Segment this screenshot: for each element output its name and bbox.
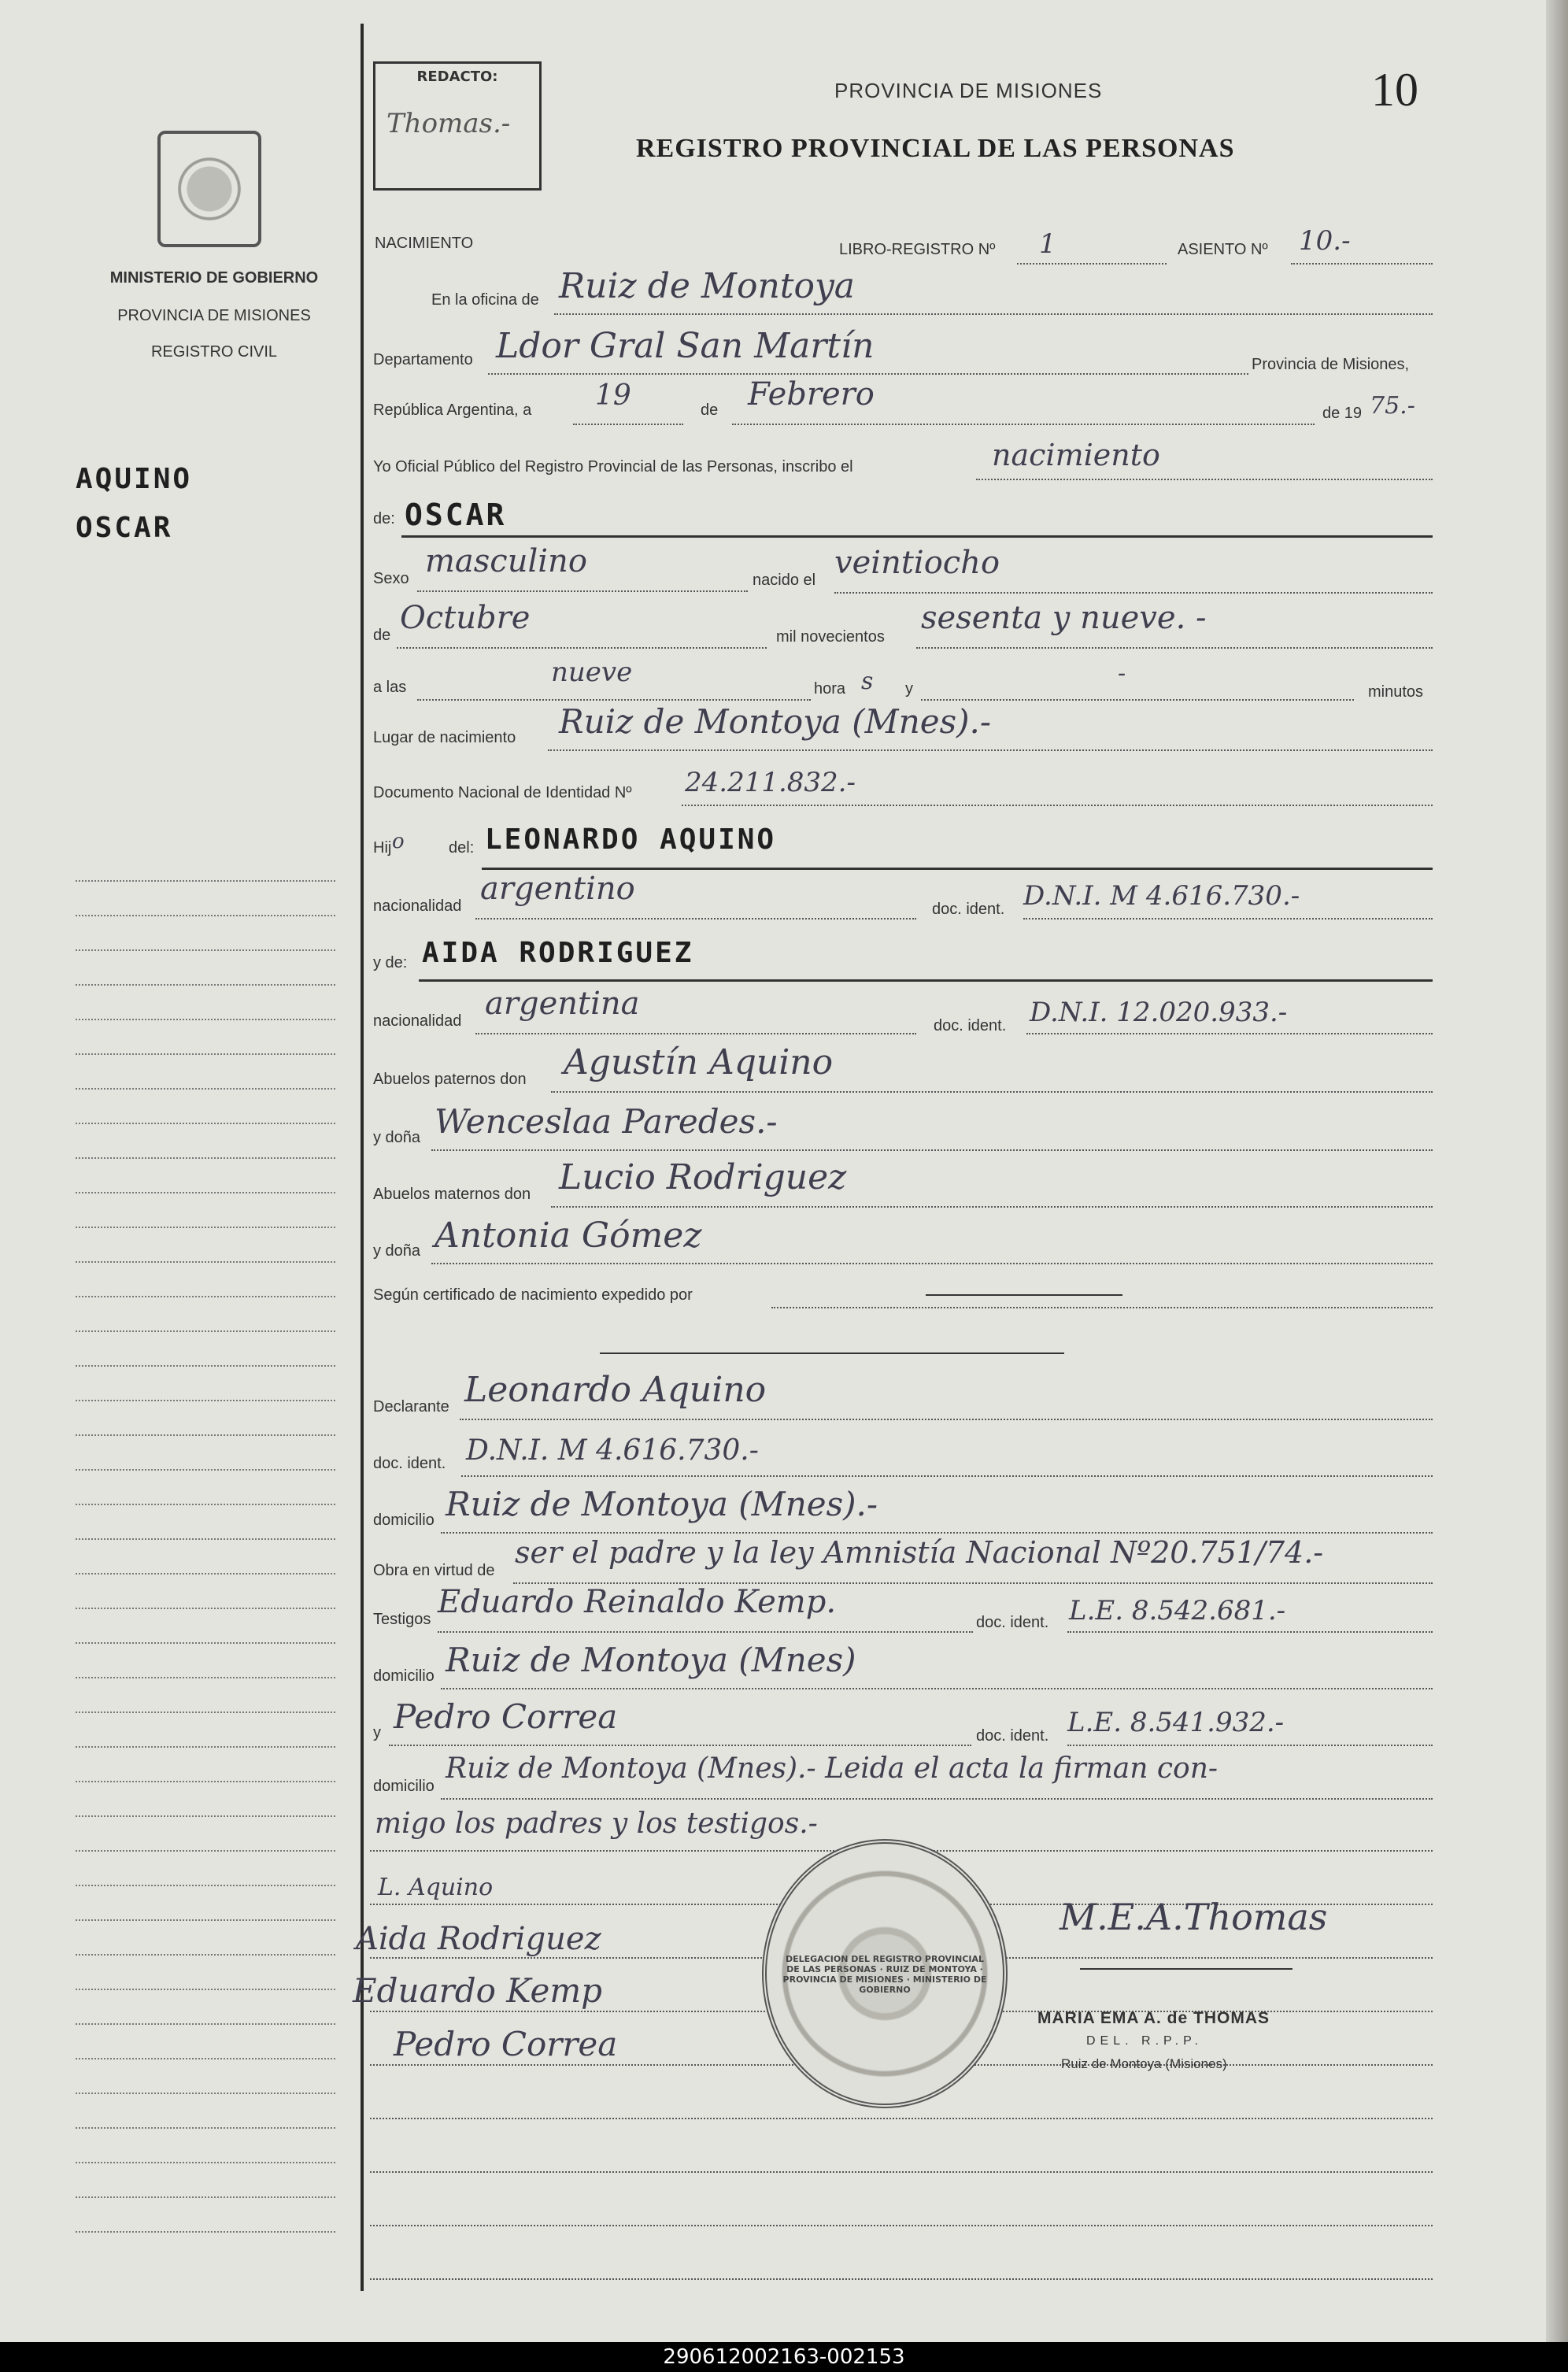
doc-ident-4-label: doc. ident. (976, 1614, 1049, 1631)
redacto-label: REDACTO: (416, 68, 498, 85)
anio-value: 75.- (1370, 392, 1415, 420)
abuela-paterna-label: y doña (373, 1129, 421, 1146)
margin-line (76, 1088, 335, 1090)
civil-registry-label: REGISTRO CIVIL (150, 343, 278, 361)
de-label: de (701, 402, 719, 419)
abuela-materna-value: Antonia Gómez (435, 1216, 702, 1256)
margin-line (76, 1330, 335, 1332)
official-place: Ruiz de Montoya (Misiones) (1061, 2056, 1227, 2071)
nacido-line (834, 592, 1433, 594)
mil-label: mil novecientos (776, 628, 885, 646)
domicilio-1-line (441, 1532, 1433, 1534)
y-2-label: y (373, 1724, 381, 1741)
dni-value: 24.211.832.- (685, 767, 856, 798)
margin-line (76, 1919, 335, 1921)
margin-line (76, 2127, 335, 2129)
minutos-line (921, 699, 1354, 701)
redacto-value: Thomas.- (386, 108, 511, 139)
provincia-label: Provincia de Misiones, (1252, 356, 1410, 373)
doc-ident-2-line (1026, 1033, 1433, 1034)
abuela-paterna-value: Wenceslaa Paredes.- (435, 1102, 778, 1141)
minutos-label: minutos (1368, 683, 1424, 701)
doc-ident-5-value: L.E. 8.541.932.- (1067, 1707, 1285, 1738)
redacto-box (373, 61, 542, 191)
margin-surname: AQUINO (76, 463, 193, 495)
father-name: LEONARDO AQUINO (485, 823, 777, 856)
sexo-value: masculino (425, 543, 587, 579)
page-number: 10 (1371, 64, 1418, 116)
libro-value: 1 (1039, 228, 1056, 260)
departamento-line (488, 373, 1248, 375)
abuelos-maternos-value: Lucio Rodriguez (559, 1157, 847, 1197)
del-label: del: (449, 839, 475, 857)
a-las-label: a las (373, 679, 407, 696)
lugar-line (548, 749, 1433, 751)
oficina-label: En la oficina de (431, 291, 539, 309)
nacionalidad-2-value: argentina (485, 986, 640, 1022)
domicilio-1-value: Ruiz de Montoya (Mnes).- (446, 1485, 878, 1523)
official-signature: M.E.A.Thomas (1060, 1896, 1328, 1938)
signature-line (370, 2225, 1433, 2226)
margin-line (76, 1469, 335, 1471)
domicilio-3-line (441, 1798, 1433, 1800)
margin-line (76, 1850, 335, 1852)
doc-ident-4-line (1067, 1631, 1433, 1633)
segun-line (771, 1307, 1433, 1308)
oficial-value: nacimiento (992, 438, 1160, 472)
margin-line (76, 1642, 335, 1644)
margin-line (76, 1608, 335, 1609)
asiento-line (1291, 263, 1433, 265)
margin-line (76, 1157, 335, 1159)
doc-ident-5-line (1067, 1745, 1433, 1746)
margin-line (76, 1192, 335, 1193)
sexo-line (417, 590, 748, 592)
signature-witness-2: Pedro Correa (394, 2025, 618, 2063)
republica-label: República Argentina, a (373, 402, 532, 419)
domicilio-2-label: domicilio (373, 1667, 435, 1685)
segun-label: Según certificado de nacimiento expedido por (373, 1286, 693, 1304)
dni-label: Documento Nacional de Identidad Nº (373, 784, 632, 801)
margin-line (76, 1434, 335, 1436)
margin-line (76, 1123, 335, 1124)
mil-line (916, 647, 1433, 649)
nacionalidad-1-line (475, 918, 916, 920)
dni-line (682, 805, 1433, 806)
lugar-value: Ruiz de Montoya (Mnes).- (559, 702, 992, 741)
official-signature-rule (1080, 1968, 1292, 1970)
nacionalidad-1-label: nacionalidad (373, 897, 462, 915)
nacido-value: veintiocho (834, 545, 1000, 581)
oficina-line (554, 313, 1433, 315)
signature-line (370, 2171, 1433, 2173)
margin-line (76, 2058, 335, 2059)
nacionalidad-1-value: argentino (480, 871, 635, 907)
nacionalidad-2-line (475, 1033, 916, 1034)
doc-ident-2-label: doc. ident. (934, 1017, 1007, 1034)
signature-line (370, 2278, 1433, 2280)
testigo-1-line (438, 1631, 973, 1633)
y-value: - (1118, 660, 1126, 687)
testigo-1-value: Eduardo Reinaldo Kemp. (438, 1584, 837, 1620)
signature-mother: Aida Rodriguez (356, 1921, 601, 1957)
doc-ident-5-label: doc. ident. (976, 1727, 1049, 1745)
name-rule (401, 535, 1433, 538)
dia-line (573, 424, 683, 425)
signature-father: L. Aquino (378, 1874, 494, 1901)
mil-value: sesenta y nueve. - (921, 600, 1207, 636)
oficial-label: Yo Oficial Público del Registro Provincial de las Personas, inscribo el (373, 458, 853, 476)
doc-ident-3-line (461, 1475, 1433, 1477)
departamento-value: Ldor Gral San Martín (496, 326, 875, 366)
lugar-label: Lugar de nacimiento (373, 729, 516, 746)
document-id-footer: 290612002163-002153 (0, 2342, 1568, 2372)
abuela-materna-line (431, 1263, 1433, 1264)
nacido-label: nacido el (753, 572, 816, 589)
hijo-label: Hij (373, 839, 392, 857)
margin-line (76, 1885, 335, 1886)
signature-witness-1: Eduardo Kemp (353, 1971, 603, 2010)
hijo-suffix: o (392, 830, 405, 853)
de-mes-line (397, 647, 767, 649)
declarante-label: Declarante (373, 1398, 449, 1415)
obra-label: Obra en virtud de (373, 1562, 495, 1579)
asiento-label: ASIENTO Nº (1178, 241, 1268, 258)
margin-province-label: PROVINCIA DE MISIONES (117, 307, 311, 324)
margin-line (76, 949, 335, 951)
margin-line (76, 1954, 335, 1956)
abuelos-paternos-value: Agustín Aquino (564, 1042, 834, 1082)
doc-ident-3-label: doc. ident. (373, 1455, 446, 1472)
margin-line (76, 1296, 335, 1297)
libro-line (1017, 263, 1167, 265)
domicilio-3-value: Ruiz de Montoya (Mnes).- Leida el acta la firman con- (446, 1752, 1219, 1785)
doc-ident-2-value: D.N.I. 12.020.933.- (1030, 997, 1288, 1028)
de-mes-label: de (373, 627, 391, 644)
margin-given-name: OSCAR (76, 512, 173, 544)
declarante-value: Leonardo Aquino (464, 1370, 767, 1410)
ministry-label: MINISTERIO DE GOBIERNO (109, 269, 319, 287)
margin-line (76, 1053, 335, 1055)
doc-ident-1-value: D.N.I. M 4.616.730.- (1023, 880, 1300, 912)
coat-of-arms-emblem (157, 131, 261, 247)
doc-ident-1-label: doc. ident. (932, 901, 1005, 918)
margin-line (76, 1365, 335, 1367)
abuelos-paternos-label: Abuelos paternos don (373, 1071, 527, 1088)
nacionalidad-2-label: nacionalidad (373, 1012, 462, 1030)
margin-line (76, 1781, 335, 1782)
sexo-label: Sexo (373, 570, 409, 587)
book-edge (1546, 0, 1568, 2342)
margin-line (76, 1019, 335, 1020)
mother-rule (419, 979, 1433, 982)
segun-rule (926, 1294, 1122, 1296)
declarante-line (460, 1419, 1433, 1420)
oficial-line (976, 479, 1433, 480)
official-title: DEL. R.P.P. (1086, 2034, 1204, 2048)
asiento-value: 10.- (1299, 225, 1351, 257)
hora-value: s (861, 668, 874, 695)
margin-line (76, 1711, 335, 1713)
header-registry-title: REGISTRO PROVINCIAL DE LAS PERSONAS (636, 134, 1235, 163)
de-name-label: de: (373, 510, 395, 527)
abuela-paterna-line (431, 1149, 1433, 1151)
a-las-line (417, 699, 811, 701)
hora-label: hora (814, 680, 846, 698)
testigos-label: Testigos (373, 1611, 431, 1628)
official-name: MARIA EMA A. de THOMAS (1037, 2009, 1270, 2027)
margin-line (76, 2231, 335, 2233)
margin-line (76, 2196, 335, 2198)
margin-line (76, 1989, 335, 1990)
father-rule (482, 868, 1433, 870)
seal-text: DELEGACION DEL REGISTRO PROVINCIAL DE LAS PERSONAS · RUIZ DE MONTOYA · PROVINCIA DE MISIONES · MINISTERIO DE GOBIERNO (782, 1954, 987, 1995)
header-province: PROVINCIA DE MISIONES (834, 79, 1103, 102)
libro-label: LIBRO-REGISTRO Nº (839, 241, 996, 258)
dia-value: 19 (595, 379, 631, 412)
margin-line (76, 2023, 335, 2025)
margin-line (76, 2093, 335, 2094)
domicilio-3-label: domicilio (373, 1778, 435, 1795)
margin-line (76, 915, 335, 916)
separator-rule (600, 1353, 1064, 1354)
registry-seal (762, 1839, 1008, 2108)
testigo-2-line (389, 1745, 971, 1746)
oficina-value: Ruiz de Montoya (559, 266, 856, 306)
margin-line (76, 1400, 335, 1401)
abuelos-paternos-line (551, 1091, 1433, 1093)
abuelos-maternos-label: Abuelos maternos don (373, 1186, 531, 1203)
domicilio-2-value: Ruiz de Montoya (Mnes) (446, 1641, 856, 1679)
obra-value: ser el padre y la ley Amnistía Nacional Nº20.751/74.- (515, 1535, 1324, 1570)
mes-line (732, 424, 1315, 425)
testigo-2-value: Pedro Correa (394, 1697, 618, 1736)
signature-line (370, 2118, 1433, 2119)
anio-label: de 19 (1322, 405, 1363, 422)
abuelos-maternos-line (551, 1206, 1433, 1208)
margin-line (76, 1227, 335, 1228)
margin-line (76, 880, 335, 882)
departamento-label: Departamento (373, 351, 473, 368)
margin-line (76, 1538, 335, 1540)
margin-line (76, 1677, 335, 1678)
margin-line (76, 2162, 335, 2163)
margin-line (76, 1261, 335, 1263)
domicilio-1-label: domicilio (373, 1512, 435, 1529)
y-de-label: y de: (373, 954, 408, 971)
doc-ident-1-line (1023, 918, 1433, 920)
margin-line (76, 1815, 335, 1817)
margin-line (76, 984, 335, 986)
margin-line (76, 1504, 335, 1505)
y-label: y (905, 680, 913, 698)
mes-value: Febrero (748, 376, 875, 413)
nacimiento-type: NACIMIENTO (375, 235, 474, 252)
margin-line (76, 1573, 335, 1575)
a-las-value: nueve (551, 657, 633, 688)
abuela-materna-label: y doña (373, 1242, 421, 1260)
margin-line (76, 1746, 335, 1748)
de-mes-value: Octubre (400, 600, 531, 636)
mother-name: AIDA RODRIGUEZ (422, 937, 694, 969)
domicilio-2-line (441, 1688, 1433, 1689)
registrant-name: OSCAR (405, 498, 507, 532)
domicilio-3-continuation: migo los padres y los testigos.- (375, 1808, 818, 1840)
doc-ident-4-value: L.E. 8.542.681.- (1069, 1595, 1286, 1626)
doc-ident-3-value: D.N.I. M 4.616.730.- (466, 1434, 759, 1467)
